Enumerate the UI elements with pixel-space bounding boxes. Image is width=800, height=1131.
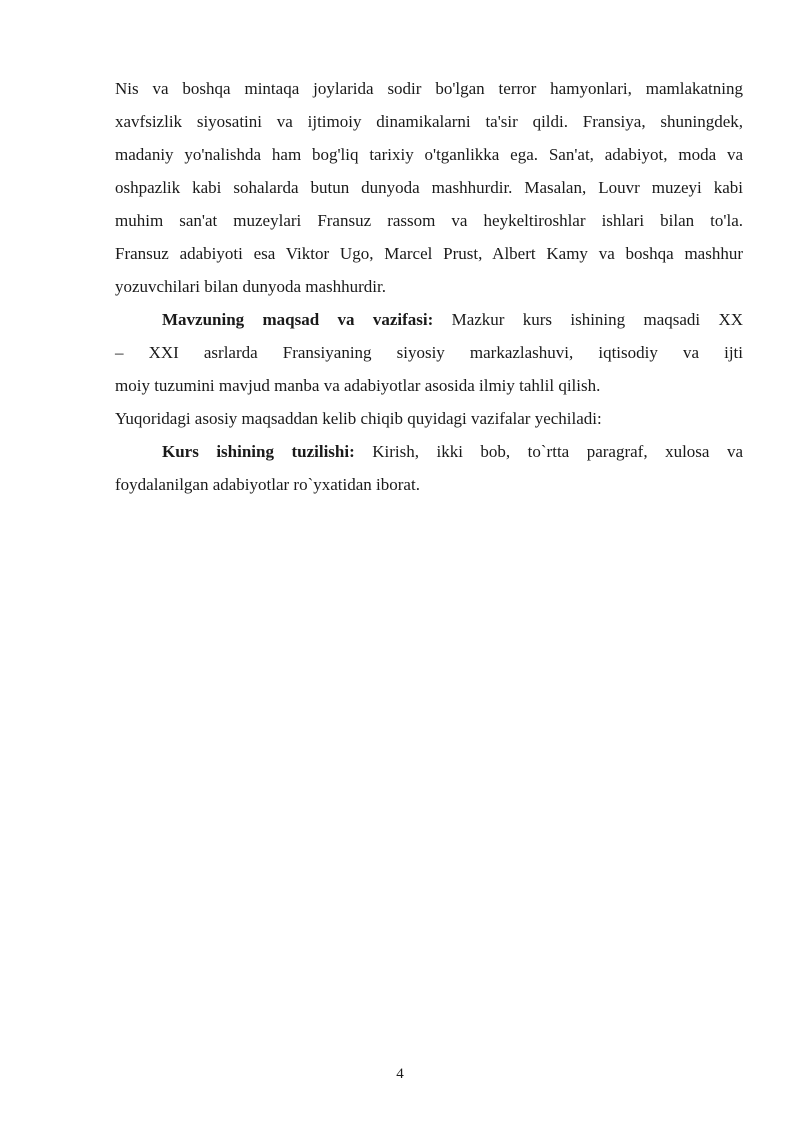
paragraph-line: – XXI asrlarda Fransiyaning siyosiy markazlashuvi, iqtisodiy va ijti	[115, 343, 743, 362]
paragraph-line: xavfsizlik siyosatini va ijtimoiy dinamikalarni ta'sir qildi. Fransiya, shuningdek,	[115, 112, 743, 131]
section-heading-goal: Mavzuning maqsad va vazifasi:	[162, 310, 434, 329]
paragraph-line: yozuvchilari bilan dunyoda mashhurdir.	[115, 277, 386, 296]
paragraph-line: madaniy yo'nalishda ham bog'liq tarixiy o'tganlikka ega. San'at, adabiyot, moda va	[115, 145, 743, 164]
paragraph-line	[115, 303, 743, 336]
section-heading-structure: Kurs ishining tuzilishi:	[162, 442, 355, 461]
paragraph-terror-and-culture	[115, 72, 743, 303]
paragraph-line: oshpazlik kabi sohalarda butun dunyoda mashhurdir. Masalan, Louvr muzeyi kabi	[115, 178, 743, 197]
paragraph-text: Mazkur kurs ishining maqsadi XX	[433, 310, 744, 329]
paragraph-structure	[115, 435, 743, 501]
paragraph-goal-and-tasks	[115, 303, 743, 435]
document-page	[115, 72, 743, 501]
paragraph-line: Fransuz adabiyoti esa Viktor Ugo, Marcel Prust, Albert Kamy va boshqa mashhur	[115, 244, 743, 263]
paragraph-line: Yuqoridagi asosiy maqsaddan kelib chiqib quyidagi vazifalar yechiladi:	[115, 409, 602, 428]
page-number: 4	[396, 1066, 404, 1082]
paragraph-line: muhim san'at muzeylari Fransuz rassom va heykeltiroshlar ishlari bilan to'la.	[115, 211, 743, 230]
paragraph-line	[115, 435, 743, 468]
paragraph-line: moiy tuzumini mavjud manba va adabiyotlar asosida ilmiy tahlil qilish.	[115, 376, 601, 395]
paragraph-line: foydalanilgan adabiyotlar ro`yxatidan iborat.	[115, 475, 420, 494]
paragraph-line: Nis va boshqa mintaqa joylarida sodir bo'lgan terror hamyonlari, mamlakatning	[115, 79, 743, 98]
paragraph-text: Kirish, ikki bob, to`rtta paragraf, xulosa va	[354, 442, 743, 461]
